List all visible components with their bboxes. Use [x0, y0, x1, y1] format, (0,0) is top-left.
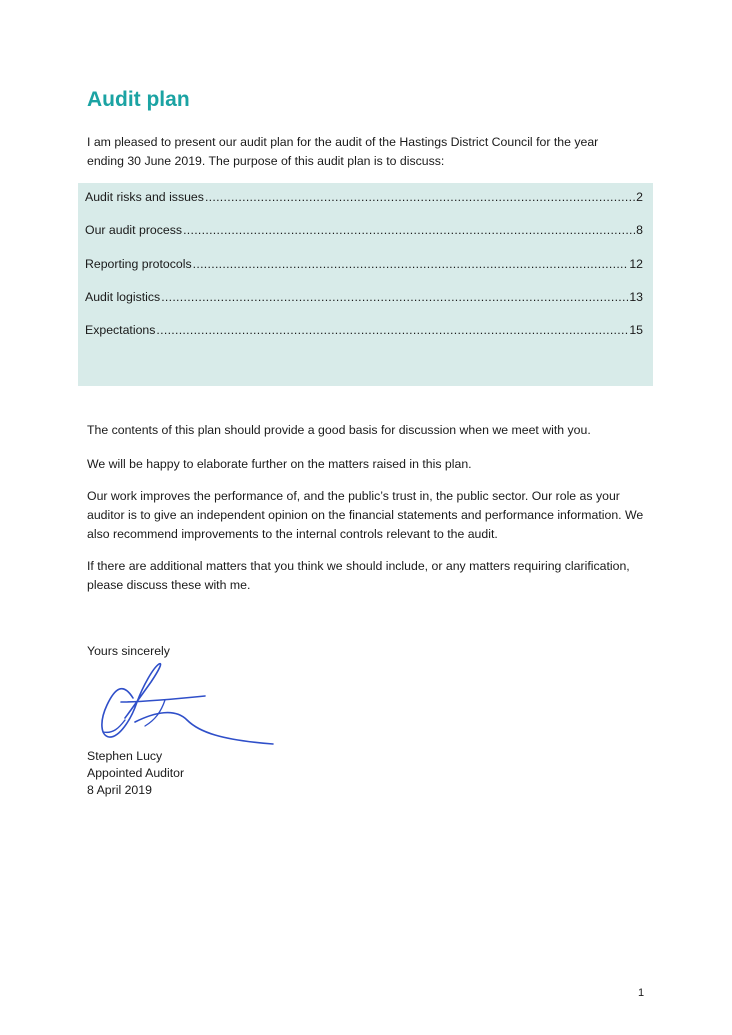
page-title: Audit plan: [87, 88, 190, 111]
toc-leader-dots: [205, 190, 635, 204]
signer-block: [87, 748, 184, 799]
toc-leader-dots: [193, 257, 629, 271]
toc-entry-label: Audit logistics: [85, 290, 161, 304]
toc-entry-label: Reporting protocols: [85, 257, 192, 271]
toc-entry-expectations[interactable]: [85, 323, 643, 339]
toc-entry-page: 13: [629, 290, 643, 304]
signer-role: Appointed Auditor: [87, 766, 185, 780]
toc-leader-dots: [156, 323, 628, 337]
toc-entry-label: Audit risks and issues: [85, 190, 204, 204]
handwritten-signature: [95, 660, 280, 752]
toc-entry-label: Our audit process: [85, 223, 183, 237]
body-paragraph-additional-matters: If there are additional matters that you think we should include, or any matters requiring clarification, please discuss these with me.: [87, 559, 630, 592]
body-paragraph-contents: The contents of this plan should provide a good basis for discussion when we meet with you.: [87, 423, 591, 437]
toc-leader-dots: [183, 223, 635, 237]
toc-entry-page: 2: [636, 190, 643, 204]
toc-entry-reporting-protocols[interactable]: [85, 257, 643, 273]
table-of-contents: [78, 183, 653, 386]
toc-entry-page: 8: [636, 223, 643, 237]
signer-name: Stephen Lucy: [87, 749, 163, 763]
toc-entry-audit-process[interactable]: [85, 223, 643, 239]
body-paragraph-elaborate: We will be happy to elaborate further on the matters raised in this plan.: [87, 457, 472, 471]
body-paragraph-our-work: Our work improves the performance of, and the public’s trust in, the public sector. Our role as your auditor is to give an independent opinion on the financial statements and performance information. We also recommend improvements to the internal controls relevant to the audit.: [87, 489, 644, 541]
toc-entry-audit-risks[interactable]: [85, 190, 643, 206]
toc-entry-audit-logistics[interactable]: [85, 290, 643, 306]
toc-leader-dots: [161, 290, 628, 304]
toc-entry-label: Expectations: [85, 323, 156, 337]
intro-paragraph: I am pleased to present our audit plan for the audit of the Hastings District Council for the year ending 30 June 2019. The purpose of this audit plan is to discuss:: [87, 135, 599, 168]
toc-entry-page: 12: [629, 257, 643, 271]
page-number: 1: [638, 987, 645, 999]
toc-entry-page: 15: [629, 323, 643, 337]
closing-salutation: Yours sincerely: [87, 644, 170, 658]
signer-date: 8 April 2019: [87, 783, 152, 797]
